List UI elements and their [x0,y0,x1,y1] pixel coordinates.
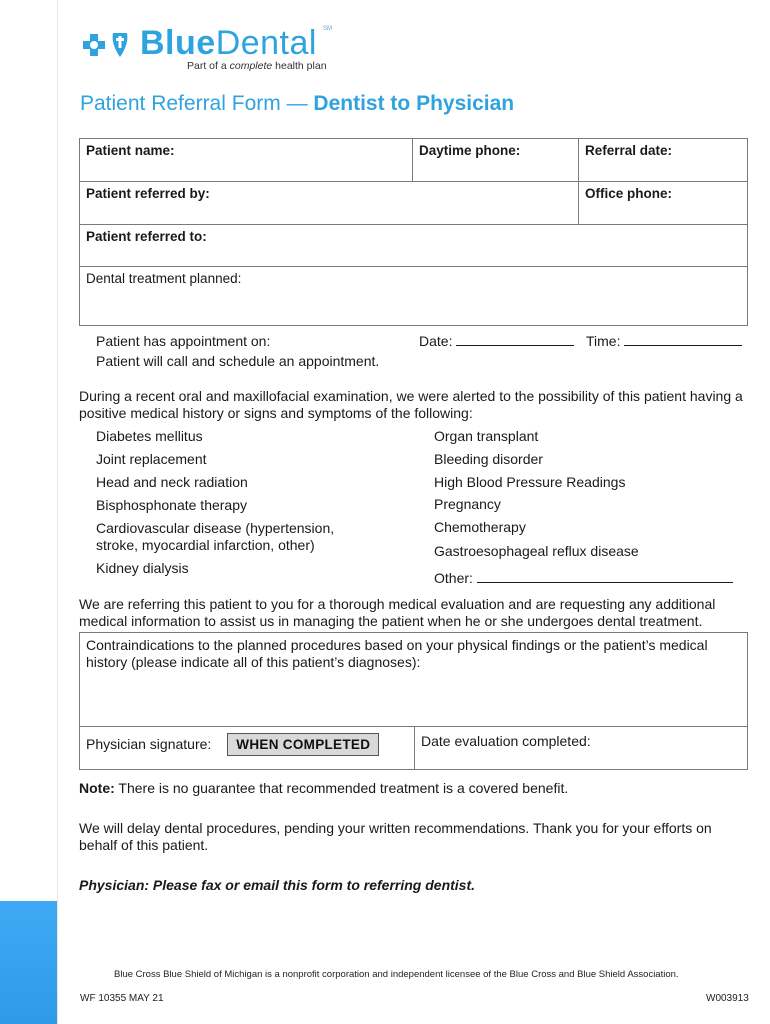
physician-findings-table [79,632,748,770]
condition-item[interactable]: Bisphosphonate therapy [96,497,247,513]
condition-item[interactable]: Pregnancy [434,496,501,512]
other-condition-field[interactable]: Other: [434,570,744,587]
referral-date-field[interactable]: Referral date: [579,139,748,182]
brand-name: BlueDental [140,24,317,62]
date-evaluation-field[interactable]: Date evaluation completed: [415,727,748,770]
appointment-section [96,333,746,373]
bluedental-logo [80,24,340,76]
form-id: WF 10355 MAY 21 [80,993,164,1004]
side-strip [0,0,58,1024]
page-title: Patient Referral Form — Dentist to Physician [80,92,515,115]
form-code: W003913 [706,993,749,1004]
condition-item[interactable]: Kidney dialysis [96,560,189,576]
has-appointment-option[interactable]: Patient has appointment on: [96,333,271,349]
condition-item[interactable]: Chemotherapy [434,519,526,535]
condition-item[interactable]: Gastroesophageal reflux disease [434,543,639,559]
conditions-left-list [96,428,341,583]
treatment-planned-field[interactable]: Dental treatment planned: [80,267,748,326]
appointment-date-field[interactable]: Date: [419,333,574,349]
service-mark: SM [323,26,332,32]
fax-instruction: Physician: Please fax or email this form to referring dentist. [79,877,476,893]
intro-paragraph: During a recent oral and maxillofacial examination, we were alerted to the possibility of this patient having a positive medical history or signs and symptoms of the following: [79,388,743,421]
condition-item[interactable]: Diabetes mellitus [96,428,203,444]
office-phone-field[interactable]: Office phone: [579,182,748,225]
appointment-time-field[interactable]: Time: [586,333,742,349]
condition-item[interactable]: Joint replacement [96,451,207,467]
condition-item[interactable]: Head and neck radiation [96,474,248,490]
will-call-option[interactable]: Patient will call and schedule an appointment. [96,353,380,369]
delay-paragraph: We will delay dental procedures, pending your written recommendations. Thank you for your efforts on behalf of this patient. [79,820,712,853]
condition-item[interactable]: Organ transplant [434,428,539,444]
note-text: Note: There is no guarantee that recommended treatment is a covered benefit. [79,780,569,796]
referred-to-field[interactable]: Patient referred to: [80,225,748,267]
condition-item[interactable]: High Blood Pressure Readings [434,474,626,490]
patient-info-table [79,138,748,326]
brand-tagline: Part of a complete health plan [187,60,327,72]
referral-paragraph: We are referring this patient to you for a thorough medical evaluation and are requesting any additional medical information to assist us in managing the patient when he or she undergoes dental treatment. [79,596,716,629]
condition-item[interactable]: Cardiovascular disease (hypertension, stroke, myocardial infarction, other) [96,520,335,553]
when-completed-stamp: WHEN COMPLETED [227,733,379,756]
physician-signature-field[interactable]: Physician signature: WHEN COMPLETED [80,727,415,770]
cross-shield-icon [80,30,138,60]
contraindications-field[interactable]: Contraindications to the planned procedures based on your physical findings or the patient’s medical history (please indicate all of this patient’s diagnoses): [80,633,748,727]
patient-name-field[interactable]: Patient name: [80,139,413,182]
daytime-phone-field[interactable]: Daytime phone: [413,139,579,182]
conditions-right-list [434,428,744,587]
referred-by-field[interactable]: Patient referred by: [80,182,579,225]
condition-item[interactable]: Bleeding disorder [434,451,543,467]
footer-disclaimer: Blue Cross Blue Shield of Michigan is a nonprofit corporation and independent licensee of the Blue Cross and Blue Shield Association. [114,969,679,980]
